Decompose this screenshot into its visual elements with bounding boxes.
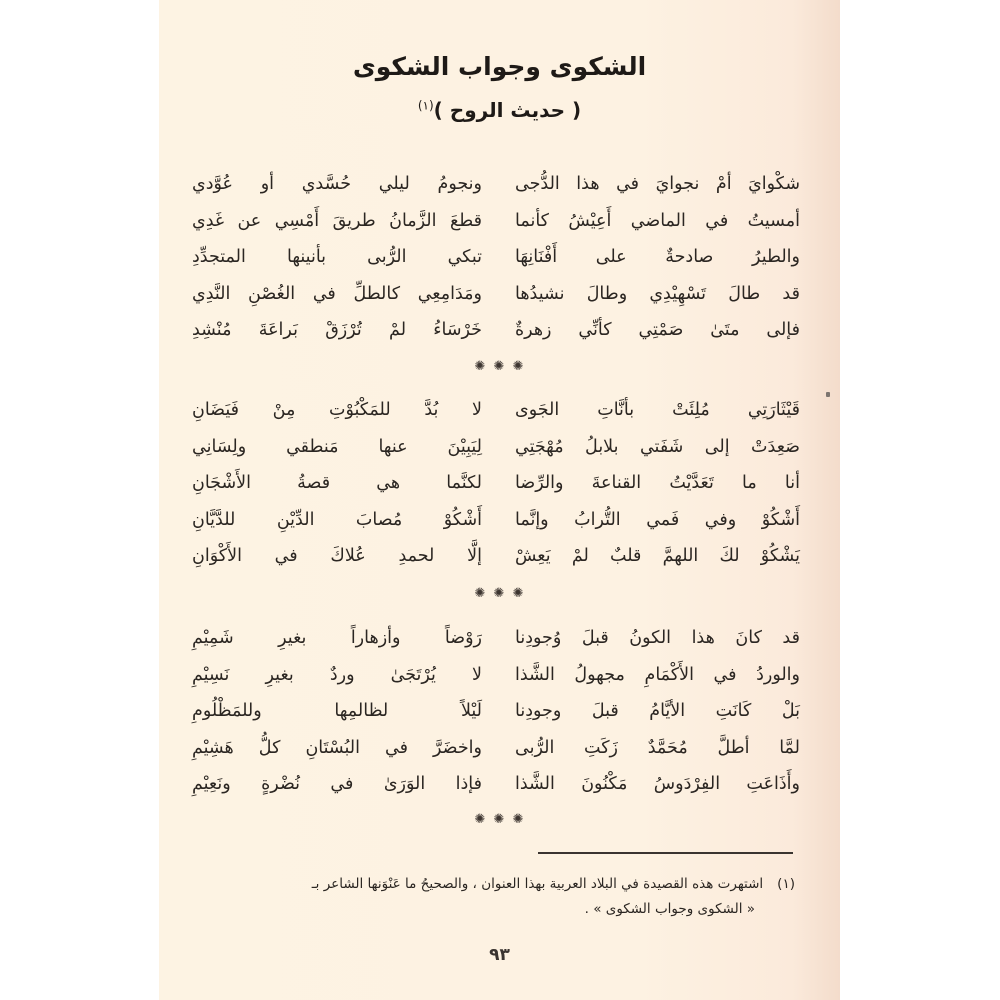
verse-line: أنا ما تَعَدَّيْتُ القناعةَ والرِّضا bbox=[515, 473, 800, 493]
verse-line: لا يُرْتَجَىٰ وردٌ بغيرِ نَسِيْمِ bbox=[192, 664, 482, 685]
asterism-icon: ✺ bbox=[493, 359, 506, 374]
verse-line: صَعِدَتْ إلى شَفَتي بلابلُ مُهْجَتِي bbox=[515, 436, 800, 457]
verse-line: قد طالَ تَسْهِيْدِي وطالَ نشيدُها bbox=[515, 283, 800, 304]
verse-line: ونجومُ ليلي حُسَّدي أو عُوَّدي bbox=[192, 174, 482, 194]
verse-line: لمَّا أطلَّ مُحَمَّدٌ زَكَتِ الرُّبى bbox=[515, 737, 800, 758]
asterism-icon: ✺ bbox=[474, 812, 487, 827]
footnote-divider bbox=[538, 852, 793, 854]
print-speck bbox=[826, 392, 830, 397]
verse-line: رَوْضاً وأزهاراً بغيرِ شَمِيْمِ bbox=[192, 628, 482, 648]
stanza-1-left-hemistichs bbox=[192, 166, 482, 349]
verse-line: فإذا الوَرَىٰ في نُضْرةٍ ونَعِيْمِ bbox=[192, 774, 482, 794]
stanza-2-right-hemistichs bbox=[515, 392, 800, 575]
footnote-reference[interactable]: (١) bbox=[417, 98, 434, 113]
verse-line: لكنَّما هي قصةُ الأَشْجَانِ bbox=[192, 473, 482, 493]
verse-line: أَشْكُوْ وفي فَمي التُّرابُ وإنَّما bbox=[515, 509, 800, 530]
verse-line: والطيرُ صادحةٌ على أَفْنَانِهَا bbox=[515, 247, 800, 267]
verse-line: ومَدَامِعِي كالطلِّ في الغُصْنِ النَّدِي bbox=[192, 283, 482, 304]
asterism-icon: ✺ bbox=[474, 586, 487, 601]
stanza-separator bbox=[159, 812, 840, 827]
stanza-separator bbox=[159, 586, 840, 601]
verse-line: أمسيتُ في الماضي أَعِيْشُ كأنما bbox=[515, 210, 800, 231]
footnote-line-1 bbox=[195, 872, 795, 897]
book-page bbox=[159, 0, 840, 1000]
stanza-2-left-hemistichs bbox=[192, 392, 482, 575]
verse-line: فإلى متَىٰ صَمْتِي كأنِّي زهرةٌ bbox=[515, 320, 800, 340]
footnote-line-2: « الشكوى وجواب الشكوى » . bbox=[584, 901, 755, 917]
asterism-icon: ✺ bbox=[493, 586, 506, 601]
footnote-text: اشتهرت هذه القصيدة في البلاد العربية بهذا العنوان ، والصحيحُ ما عَنْوَنها الشاعر بـ bbox=[311, 876, 764, 892]
verse-line: شكْوايَ أمْ نجوايَ في هذا الدُّجى bbox=[515, 174, 800, 194]
stanza-separator bbox=[159, 359, 840, 374]
footnote bbox=[195, 872, 795, 922]
verse-line: قطعَ الزَّمانُ طريقَ أَمْسِي عن غَدِي bbox=[192, 210, 482, 231]
verse-line: لَيْلاً لظالمِها وللمَظْلُومِ bbox=[192, 701, 482, 721]
verse-line: بَلْ كَانَتِ الأيَّامُ قبلَ وجودِنا bbox=[515, 701, 800, 721]
verse-line: واخضَرَّ في البُسْتَانِ كلُّ هَشِيْمِ bbox=[192, 737, 482, 758]
poem-subtitle bbox=[159, 98, 840, 122]
page-number: ٩٣ bbox=[489, 945, 510, 965]
subtitle-text: ( حديث الروح ) bbox=[433, 98, 582, 122]
verse-line: يَشْكُوْ لكَ اللهمَّ قلبٌ لمْ يَعِشْ bbox=[515, 546, 800, 566]
stanza-3-right-hemistichs bbox=[515, 620, 800, 803]
stanza-1-right-hemistichs bbox=[515, 166, 800, 349]
verse-line: قَيْثَارَتِي مُلِئَتْ بأنَّاتِ الجَوى bbox=[515, 400, 800, 420]
verse-line: لا بُدَّ للمَكْبُوْتِ مِنْ فَيَضَانِ bbox=[192, 400, 482, 420]
asterism-icon: ✺ bbox=[493, 812, 506, 827]
poem-title: الشكوى وجواب الشكوى bbox=[352, 52, 647, 81]
asterism-icon: ✺ bbox=[512, 359, 525, 374]
verse-line: تبكي الرُّبى بأنينها المتجدِّدِ bbox=[192, 247, 482, 267]
footnote-number: (١) bbox=[777, 876, 795, 892]
verse-line: خَرْسَاءُ لمْ تُرْزَقْ بَراعَةَ مُنْشِدِ bbox=[192, 320, 482, 340]
verse-line: قد كانَ هذا الكونُ قبلَ وُجودِنا bbox=[515, 628, 800, 648]
verse-line: إلَّا لحمدِ عُلاكَ في الأَكْوَانِ bbox=[192, 546, 482, 566]
verse-line: لِيَبِيْنَ عنها مَنطقي ولِسَانِي bbox=[192, 436, 482, 457]
asterism-icon: ✺ bbox=[512, 586, 525, 601]
verse-line: والوردُ في الأَكْمَامِ مجهولُ الشَّذا bbox=[515, 664, 800, 685]
asterism-icon: ✺ bbox=[512, 812, 525, 827]
stanza-3-left-hemistichs bbox=[192, 620, 482, 803]
verse-line: وأَذَاعَتِ الفِرْدَوسُ مَكْنُونَ الشَّذا bbox=[515, 774, 800, 794]
verse-line: أَشْكُوْ مُصابَ الدِّيْنِ للدَّيَّانِ bbox=[192, 509, 482, 530]
asterism-icon: ✺ bbox=[474, 359, 487, 374]
